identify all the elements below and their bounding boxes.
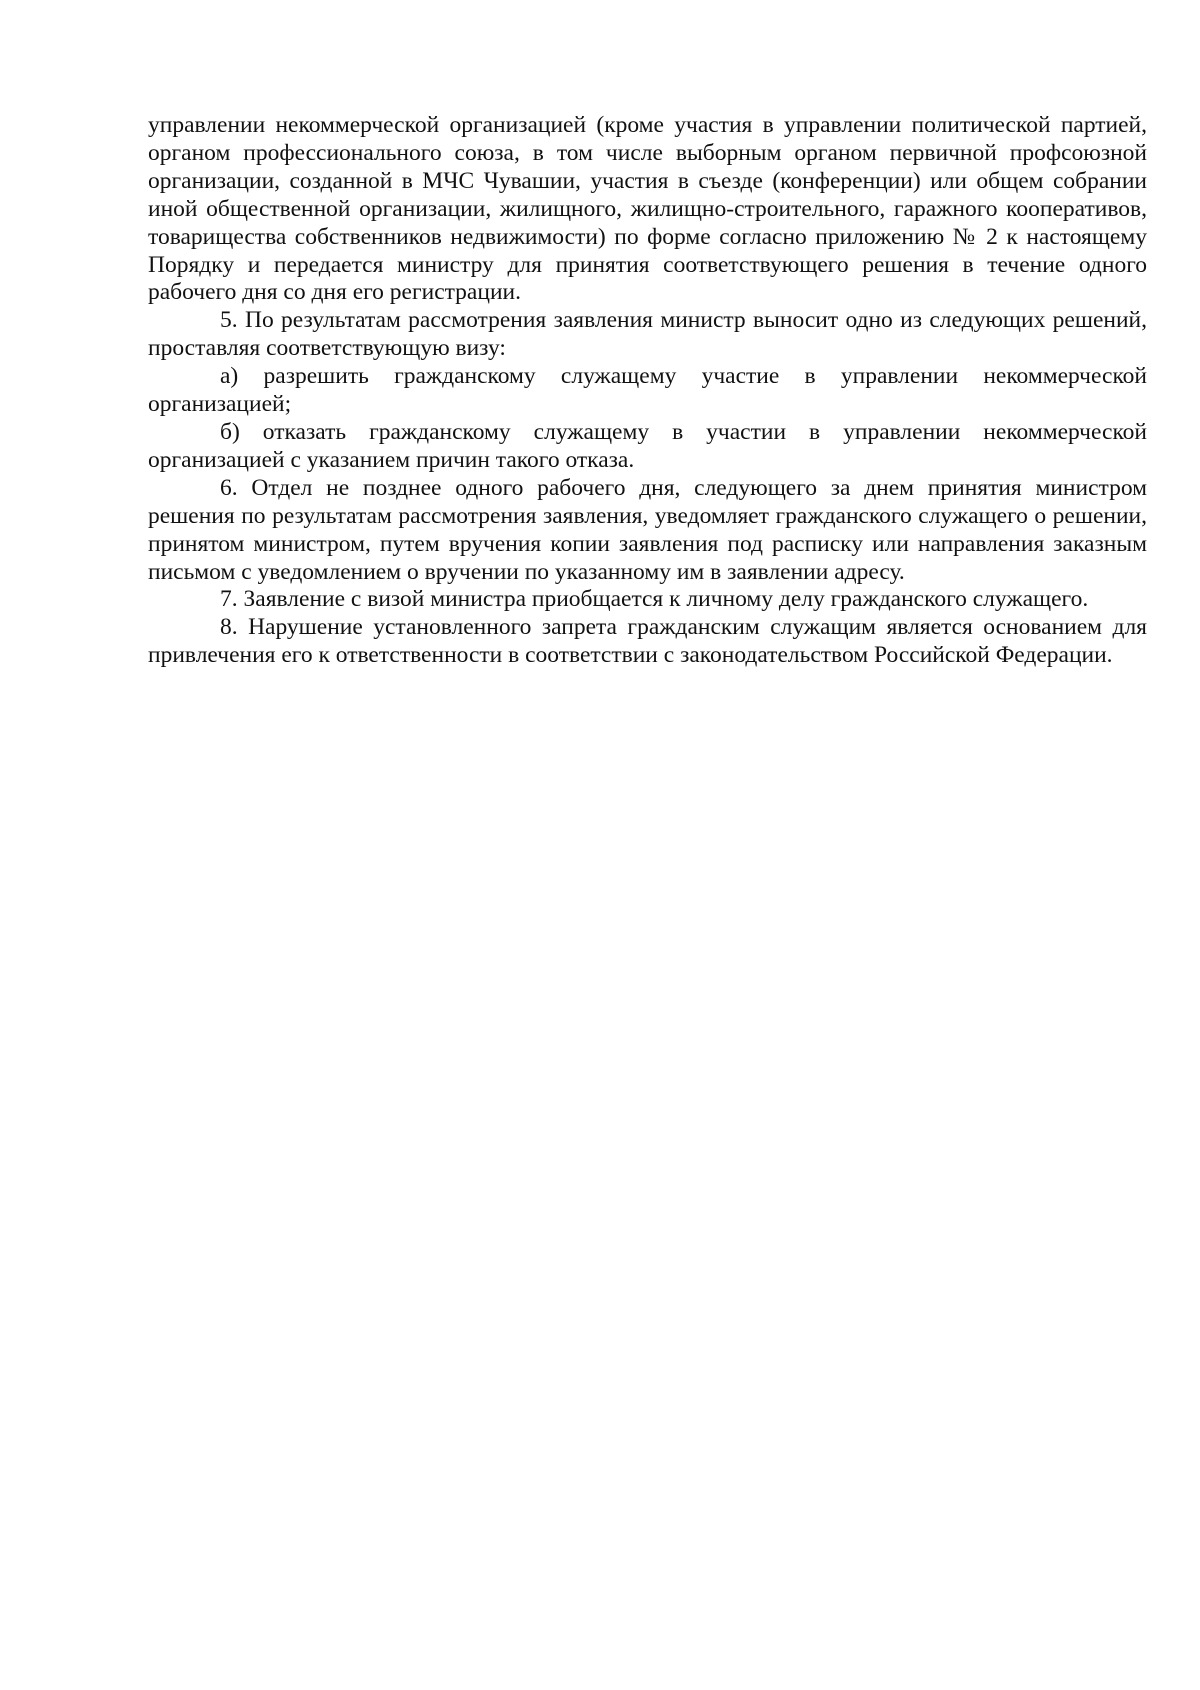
paragraph-5: 5. По результатам рассмотрения заявления министр выносит одно из следующих решений, проставляя соответствующую визу: [148, 307, 1147, 362]
paragraph-continuation: управлении некоммерческой организацией (кроме участия в управлении политической партией, органом профессионального союза, в том числе выборным органом первичной профсоюзной организации, созданной в МЧС Чувашии, участия в съезде (конференции) или общем собрании иной общественной организации, жилищного, жилищно-строительного, гаражного кооперативов, товарищества собственников недвижимости) по форме согласно приложению № 2 к настоящему Порядку и передается министру для принятия соответствующего решения в течение одного рабочего дня со дня его регистрации. [148, 112, 1147, 306]
paragraph-7: 7. Заявление с визой министра приобщается к личному делу гражданского служащего. [220, 586, 1089, 613]
paragraph-6: 6. Отдел не позднее одного рабочего дня, следующего за днем принятия министром решения по результатам рассмотрения заявления, уведомляет гражданского служащего о решении, принятом министром, путем вручения копии заявления под расписку или направления заказным письмом с уведомлением о вручении по указанному им в заявлении адресу. [148, 474, 1147, 585]
paragraph-5b: б) отказать гражданскому служащему в участии в управлении некоммерческой организацией с указанием причин такого отказа. [148, 418, 1147, 473]
paragraph-8: 8. Нарушение установленного запрета гражданским служащим является основанием для привлечения его к ответственности в соответствии с законодательством Российской Федерации. [148, 614, 1147, 669]
paragraph-5a: а) разрешить гражданскому служащему участие в управлении некоммерческой организацией; [148, 363, 1147, 418]
document-body [148, 112, 1147, 670]
